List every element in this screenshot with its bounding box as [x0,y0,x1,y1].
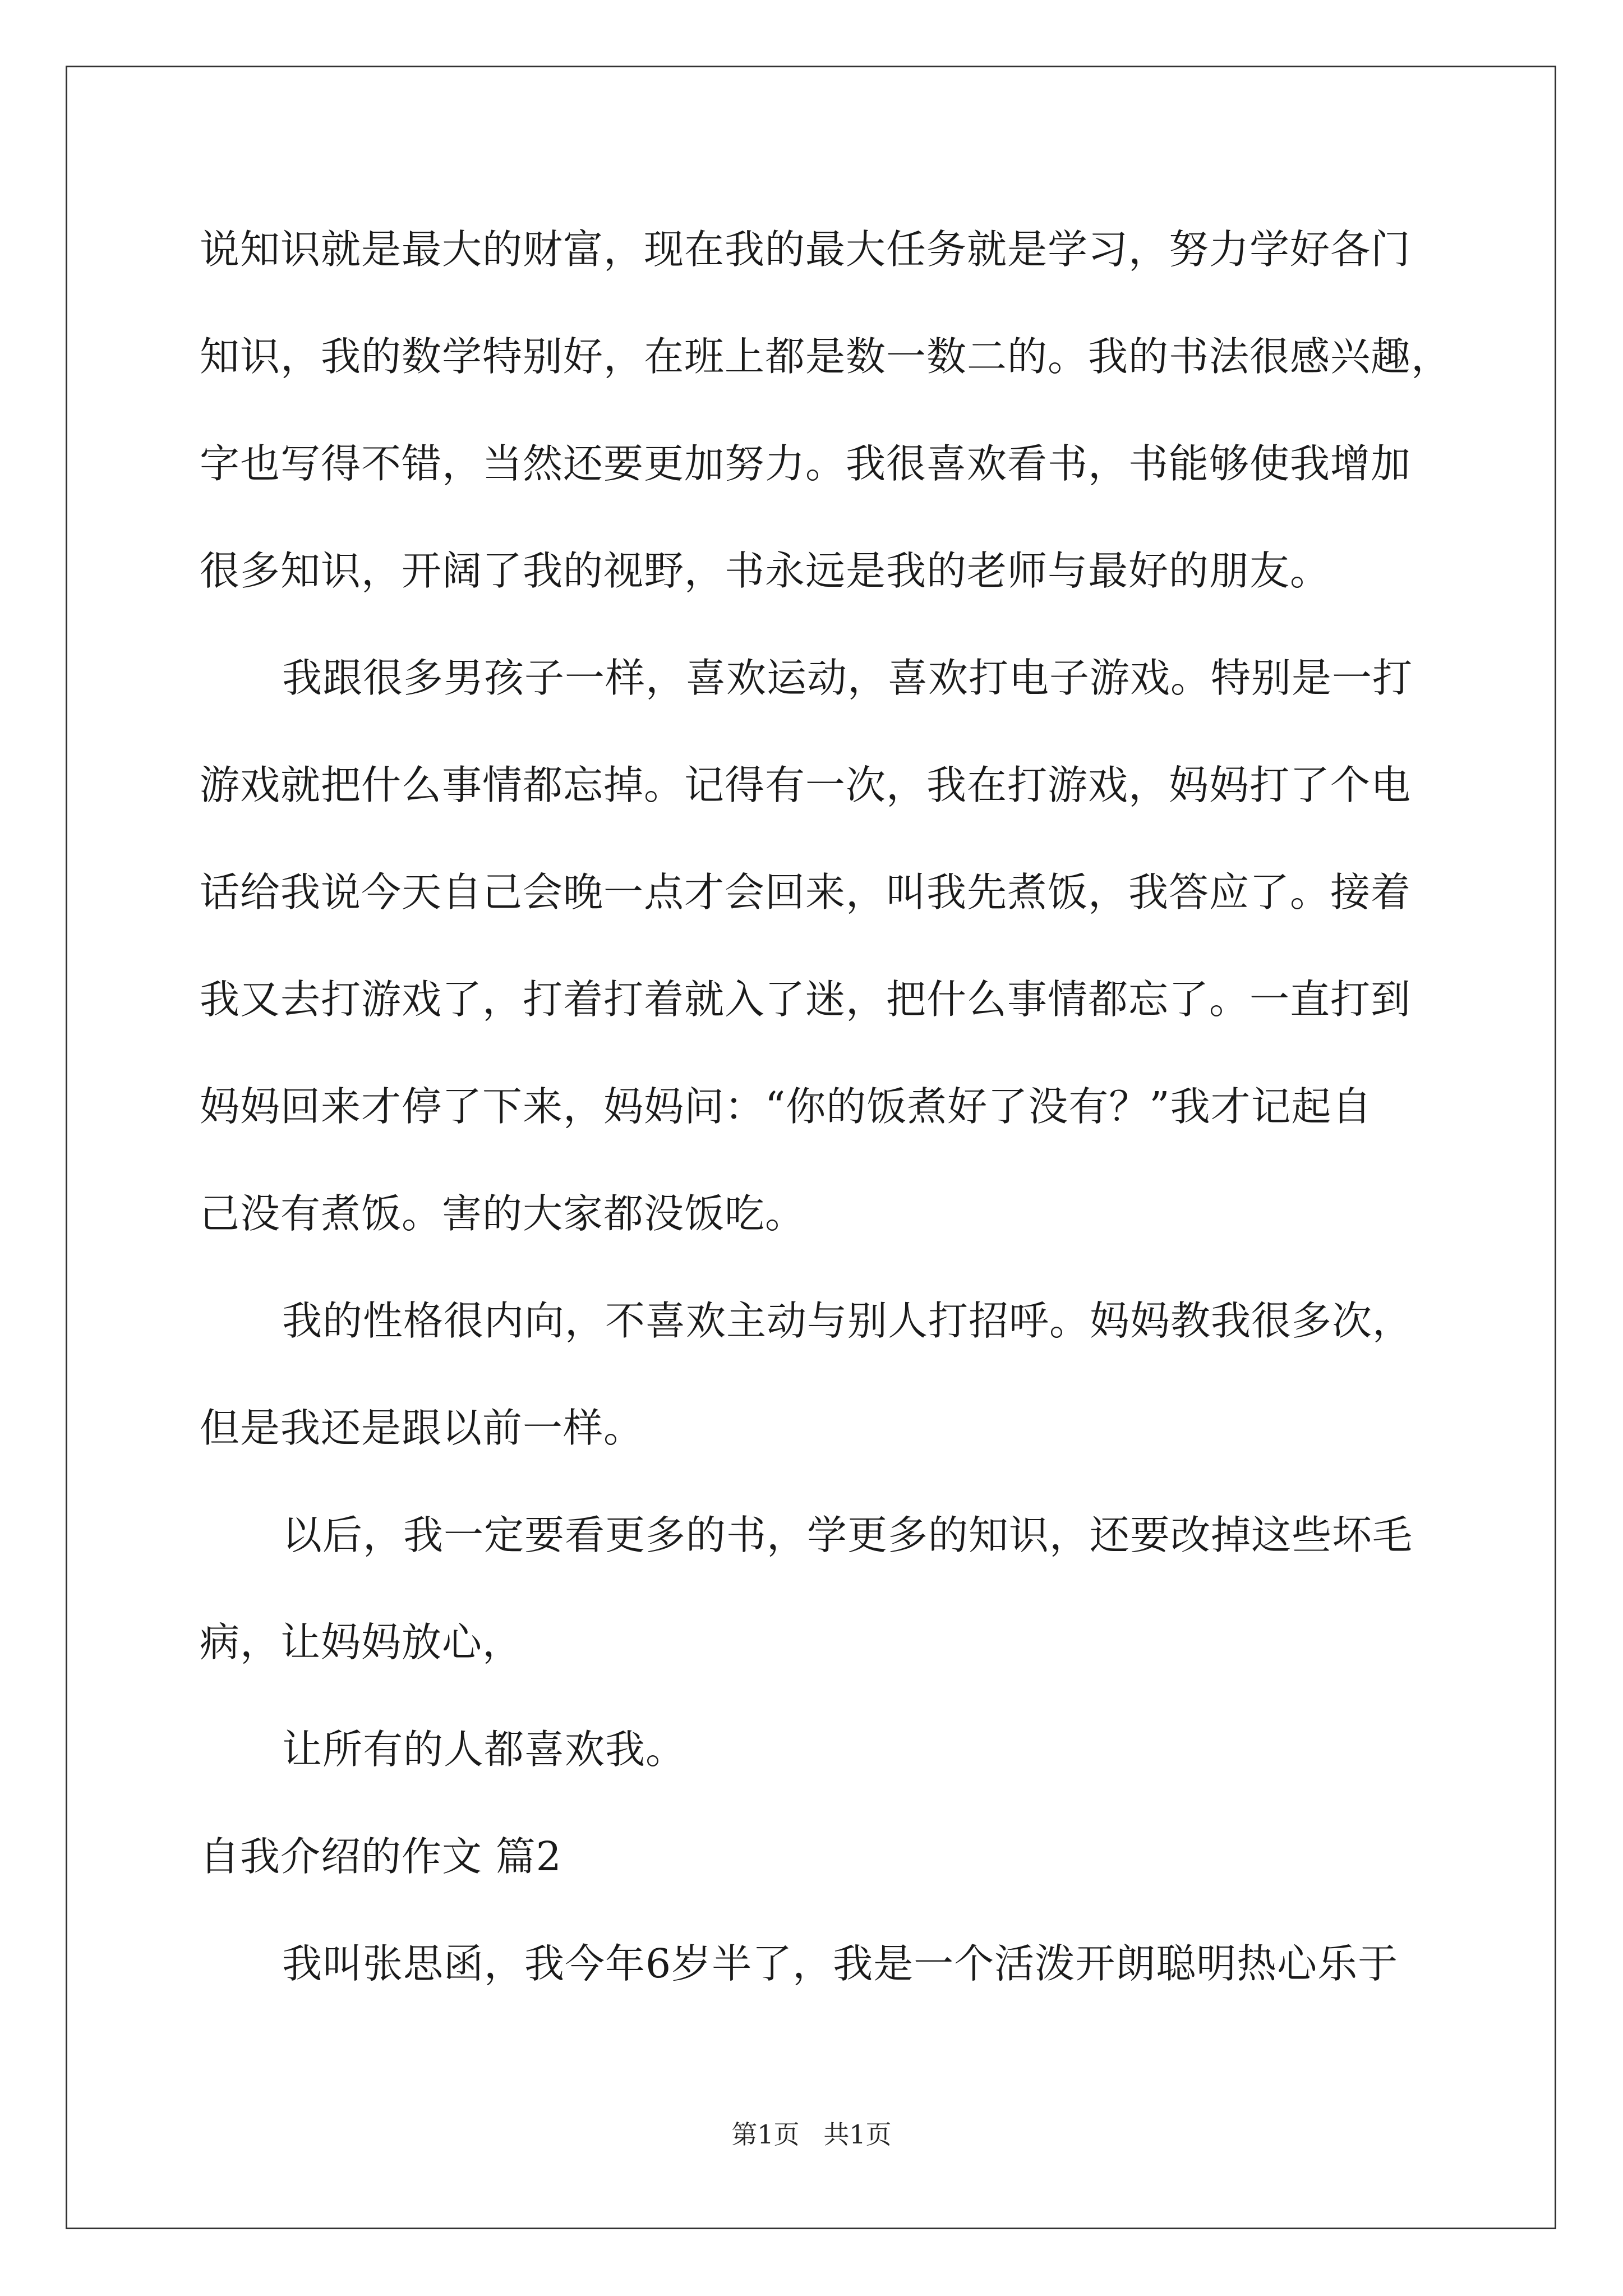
page-total: 共1页 [823,2119,892,2150]
text-line: 字也写得不错，当然还要更加努力。我很喜欢看书，书能够使我增加 [200,440,1412,487]
paragraph-start-line: 我的性格很内向，不喜欢主动与别人打招呼。妈妈教我很多次， [282,1297,1413,1344]
page-footer [0,2118,1623,2151]
text-line: 我又去打游戏了，打着打着就入了迷，把什么事情都忘了。一直打到 [200,976,1412,1023]
text-line: 但是我还是跟以前一样。 [200,1405,644,1451]
text-line: 说知识就是最大的财富，现在我的最大任务就是学习，努力学好各门 [200,226,1412,273]
page-number: 第1页 [731,2119,800,2150]
text-line: 游戏就把什么事情都忘掉。记得有一次，我在打游戏，妈妈打了个电 [200,762,1412,808]
text-line: 妈妈回来才停了下来，妈妈问：“你的饭煮好了没有？”我才记起自 [200,1083,1372,1130]
paragraph-start-line: 我跟很多男孩子一样，喜欢运动，喜欢打电子游戏。特别是一打 [282,655,1413,701]
text-line: 病，让妈妈放心， [200,1619,523,1665]
text-line: 话给我说今天自己会晚一点才会回来，叫我先煮饭，我答应了。接着 [200,869,1412,915]
text-line: 己没有煮饭。害的大家都没饭吃。 [200,1190,806,1237]
text-line: 知识，我的数学特别好，在班上都是数一数二的。我的书法很感兴趣， [200,333,1452,380]
text-line: 很多知识，开阔了我的视野，书永远是我的老师与最好的朋友。 [200,547,1331,594]
paragraph-start-line: 我叫张思函，我今年6岁半了，我是一个活泼开朗聪明热心乐于 [282,1940,1399,1987]
section-heading: 自我介绍的作文 篇2 [200,1833,562,1880]
paragraph-start-line: 让所有的人都喜欢我。 [282,1726,686,1773]
page-border [66,66,1556,2229]
paragraph-start-line: 以后，我一定要看更多的书，学更多的知识，还要改掉这些坏毛 [282,1512,1413,1558]
